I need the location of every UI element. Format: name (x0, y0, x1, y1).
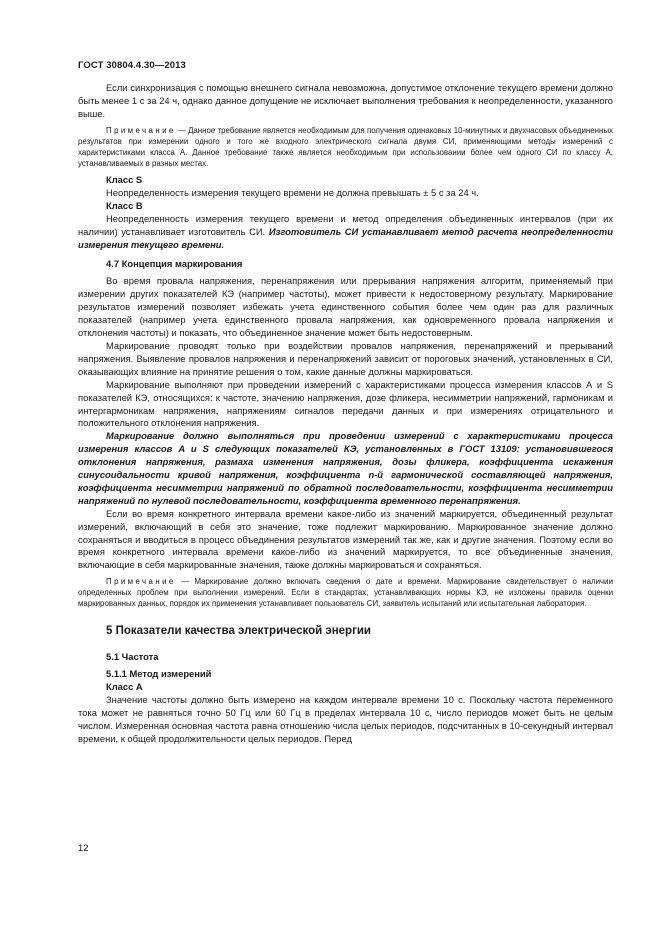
note-text: — Маркирование должно включать сведения о дате и времени. Маркирование свидетельствует о наличии определенных проблем при выполнении измерений. Если в стандартах, устанавливающих нормы КЭ, не изложены правила оценки маркированных данных, порядок их применения устанавливает пользователь СИ, заявитель испытаний или испытательная лаборатория. (78, 577, 613, 609)
note-label: Примечание (106, 577, 176, 587)
emphasis-text: Изготовитель СИ устанавливает метод расчета неопределенности измерения текущего времени. (78, 225, 613, 250)
note-label: Примечание (106, 125, 176, 135)
page-number: 12 (78, 842, 89, 853)
section-heading-5: 5 Показатели качества электрической энергии (106, 624, 372, 637)
section-heading-5-1-1: 5.1.1 Метод измерений (106, 668, 212, 680)
note-text: — Данное требование является необходимым для получения одинаковых 10-минутных и двухчасовых объединенных результатов при измерении одного и того же входного электрического сигнала двумя СИ, применяющими методы измерений с характеристиками класса А. Данное требование также является необходимым при использовании более чем одного СИ по классу А, устанавливаемых в разных местах. (78, 125, 613, 168)
paragraph: Маркирование выполняют при проведении измерений с характеристиками процесса измерения классов А и S показателей КЭ, относящихся: к частоте, значению напряжения, дозе фликера, несимметрии напряжений, гармоникам и интергармоникам напряжения, напряжениям сигналов передачи данных и при измерениях отрицательного и положительного отклонения напряжения. (78, 378, 613, 429)
class-heading: Класс А (106, 681, 143, 693)
note (78, 125, 613, 169)
paragraph: Значение частоты должно быть измерено на каждом интервале времени 10 с. Поскольку частота переменного тока может не равняться точно 50 Гц или 60 Гц в пределах интервала 10 с, число периодов может быть не целым числом. Измеренная основная частота равна отношению числа целых периодов, подсчитанных в 10-секундный интервал времени, к общей продолжительности целых периодов. Перед (78, 694, 613, 744)
emphasis-paragraph: Маркирование должно выполняться при проведении измерений с характеристиками процесса измерения классов A и S следующих показателей КЭ, установленных в ГОСТ 13109: установившегося отклонения напряжения, размаха изменения напряжения, дозы фликера, коэффициента искажения синусоидальности кривой напряжения, коэффициента n-й гармонической составляющей напряжения, коэффициента несимметрии напряжений по обратной последовательности, коэффициента несимметрии напряжений по нулевой последовательности, коэффициента временного перенапряжения. (78, 430, 613, 506)
section-heading-4-7: 4.7 Концепция маркирования (106, 257, 243, 269)
paragraph: Неопределенность измерения текущего времени не должна превышать ± 5 с за 24 ч. (106, 187, 479, 198)
class-heading: Класс B (106, 199, 143, 211)
paragraph: Маркирование проводят только при воздействии провалов напряжения, перенапряжений и прерываний напряжения. Выявление провалов напряжения и перенапряжений зависит от пороговых значений, установленных в СИ, оказывающих влияние на принятие решения о том, какие данные должны маркироваться. (78, 339, 613, 377)
paragraph (78, 213, 613, 252)
paragraph: Если синхронизация с помощью внешнего сигнала невозможна, допустимое отклонение текущего времени должно быть менее 1 с за 24 ч, однако данное допущение не исключает выполнения требования к неопределенности, указанного выше. (78, 82, 613, 119)
running-header: ГОСТ 30804.4.30—2013 (78, 60, 186, 71)
document-body (78, 82, 613, 746)
class-heading: Класс S (106, 174, 143, 186)
paragraph: Во время провала напряжения, перенапряжения или прерывания напряжения алгоритм, применяемый при измерении других показателей КЭ (например частоты), может привести к недостоверному результату. Маркирование результатов измерений позволяет избежать учета единственного события более чем один раз для различных показателей (например учета единственного провала напряжения, как одновременного провала напряжения и отклонения частоты) и показать, что объединенное значение может быть недостоверным. (78, 275, 613, 339)
paragraph-text: Неопределенность измерения текущего времени и метод определения объединенных интервалов (при их наличии) устанавливает изготовитель СИ. (78, 212, 613, 237)
note (78, 576, 613, 609)
section-heading-5-1: 5.1 Частота (106, 650, 159, 662)
paragraph: Если во время конкретного интервала времени какое-либо из значений маркируется, объединенный результат измерений, включающий в себя это значение, тоже подлежит маркированию. Маркированное значение должно сохраняться и вводиться в процесс объединения результатов измерений так же, как и другие значения. Поэтому если во время конкретного интервала времени какое-либо из значений маркируется, то все объединенные значения, включающие в себя маркированные значения, также должны маркироваться и сохраняться. (78, 507, 613, 571)
